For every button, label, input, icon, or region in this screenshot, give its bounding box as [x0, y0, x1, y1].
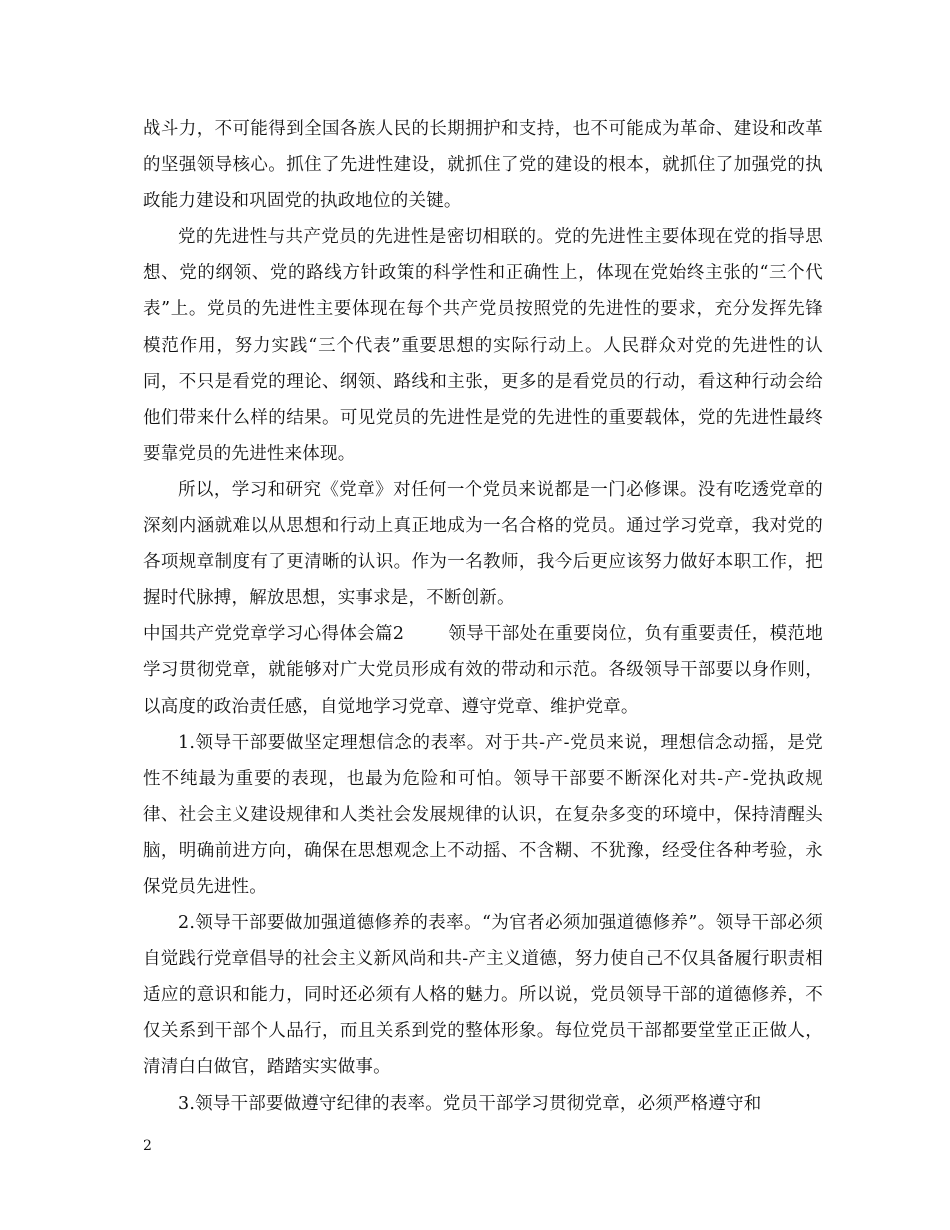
paragraph-4-text: 领导干部处在重要岗位，负有重要责任，模范地学习贯彻党章，就能够对广大党员形成有效的带动和示范。各级领导干部要以身作则，以高度的政治责任感，自觉地学习党章、遵守党章、维护党章。: [143, 624, 823, 717]
document-body: [143, 111, 823, 1122]
paragraph-2: 党的先进性与共产党员的先进性是密切相联的。党的先进性主要体现在党的指导思想、党的纲领、党的路线方针政策的科学性和正确性上，体现在党始终主张的“三个代表”上。党员的先进性主要体现在每个共产党员按照党的先进性的要求，充分发挥先锋模范作用，努力实践“三个代表”重要思想的实际行动上。人民群众对党的先进性的认同，不只是看党的理论、纲领、路线和主张，更多的是看党员的行动，看这种行动会给他们带来什么样的结果。可见党员的先进性是党的先进性的重要载体，党的先进性最终要靠党员的先进性来体现。: [143, 227, 823, 464]
page-number: 2: [143, 1138, 152, 1154]
paragraph-5: 1.领导干部要做坚定理想信念的表率。对于共-产-党员来说，理想信念动摇，是党性不纯最为重要的表现，也最为危险和可怕。领导干部要不断深化对共-产-党执政规律、社会主义建设规律和人类社会发展规律的认识，在复杂多变的环境中，保持清醒头脑，明确前进方向，确保在思想观念上不动摇、不含糊、不犹豫，经受住各种考验，永保党员先进性。: [143, 732, 823, 897]
paragraph-1: 战斗力，不可能得到全国各族人民的长期拥护和支持，也不可能成为革命、建设和改革的坚强领导核心。抓住了先进性建设，就抓住了党的建设的根本，就抓住了加强党的执政能力建设和巩固党的执政地位的关键。: [143, 119, 823, 212]
paragraph-7: 3.领导干部要做遵守纪律的表率。党员干部学习贯彻党章，必须严格遵守和: [178, 1093, 762, 1114]
paragraph-4: [143, 616, 823, 724]
paragraph-3: 所以，学习和研究《党章》对任何一个党员来说都是一门必修课。没有吃透党章的深刻内涵就难以从思想和行动上真正地成为一名合格的党员。通过学习党章，我对党的各项规章制度有了更清晰的认识。作为一名教师，我今后更应该努力做好本职工作，把握时代脉搏，解放思想，实事求是，不断创新。: [143, 479, 823, 609]
section-title: 中国共产党党章学习心得体会篇2: [143, 624, 405, 645]
paragraph-6: 2.领导干部要做加强道德修养的表率。“为官者必须加强道德修养”。领导干部必须自觉践行党章倡导的社会主义新风尚和共-产主义道德，努力使自己不仅具备履行职责相适应的意识和能力，同时还必须有人格的魅力。所以说，党员领导干部的道德修养，不仅关系到干部个人品行，而且关系到党的整体形象。每位党员干部都要堂堂正正做人，清清白白做官，踏踏实实做事。: [143, 913, 823, 1078]
